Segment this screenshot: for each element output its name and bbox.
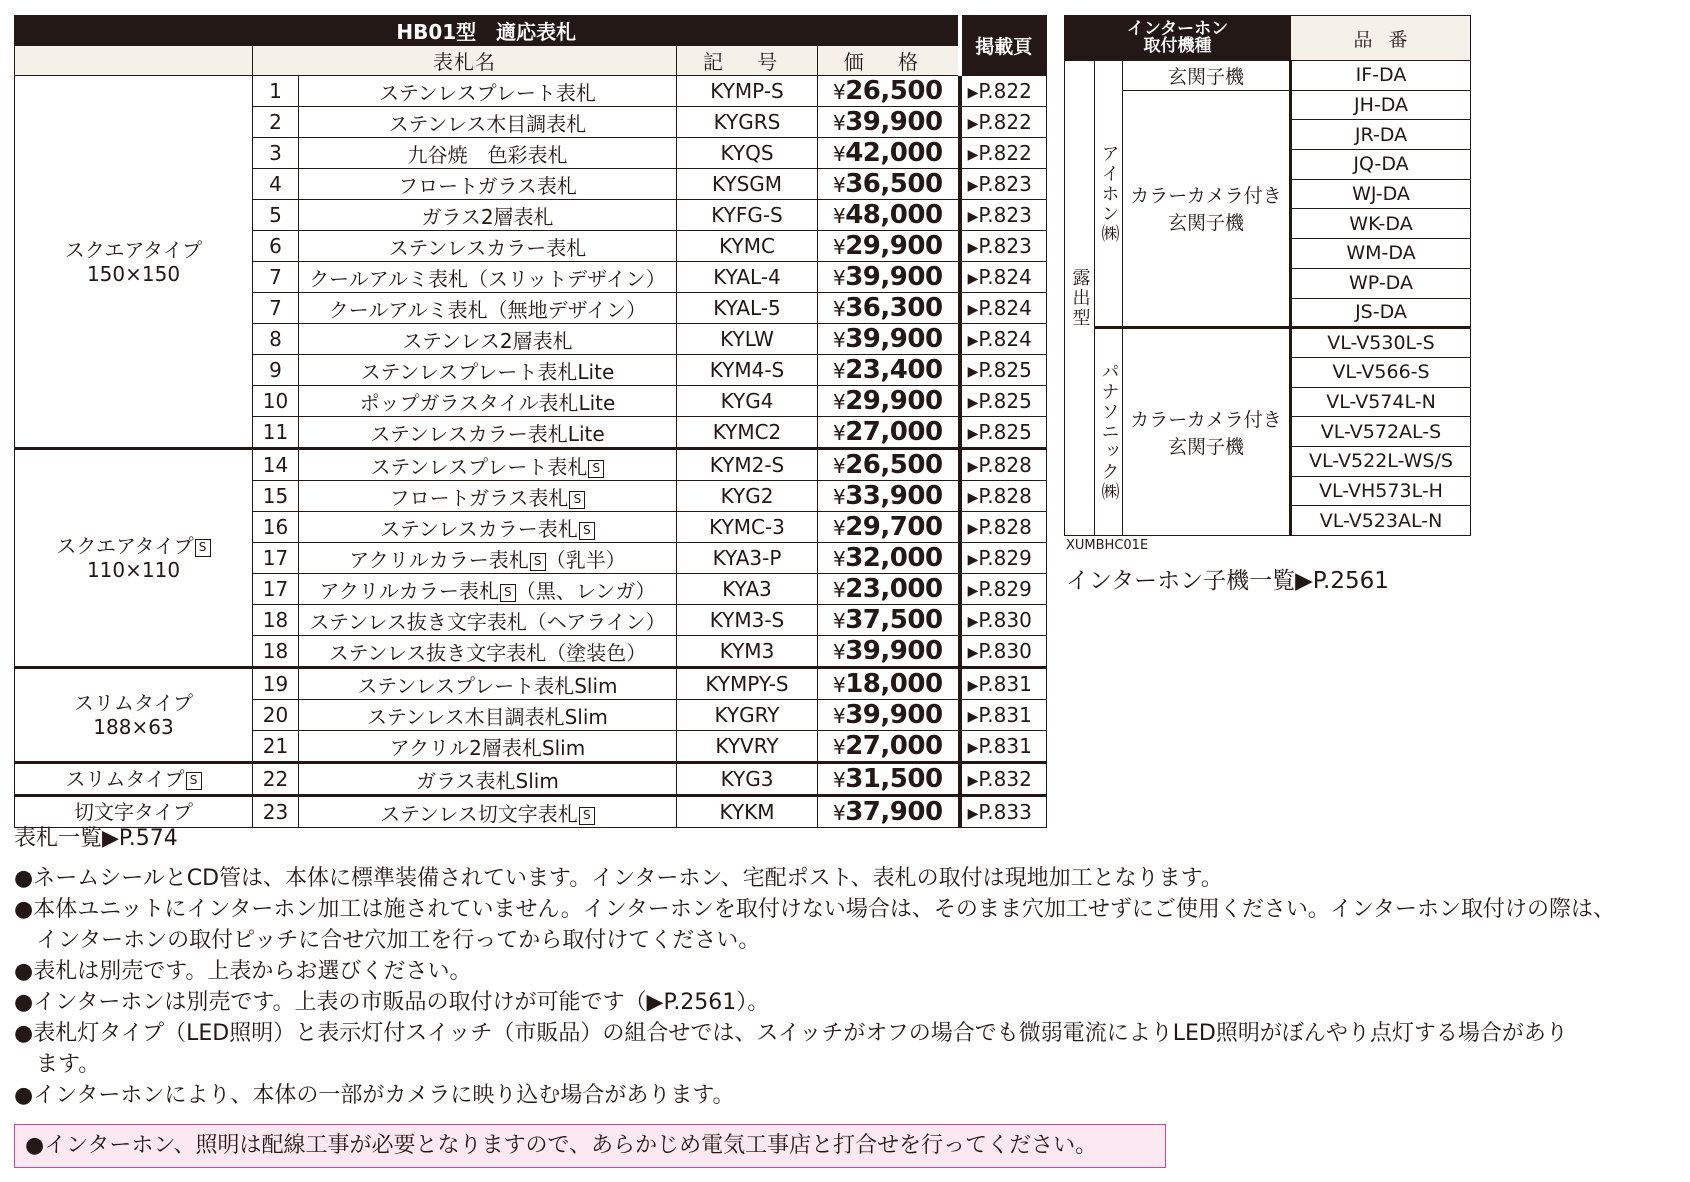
triangle-right-icon: ▶ bbox=[967, 364, 979, 380]
row-code: KYMP-S bbox=[677, 76, 818, 107]
row-name: ステンレスカラー表札 bbox=[299, 231, 677, 262]
row-no: 20 bbox=[253, 700, 299, 731]
row-page-link[interactable]: ▶P.831 bbox=[960, 700, 1047, 731]
col-header-blank bbox=[15, 46, 253, 76]
col-header-code: 記 号 bbox=[677, 46, 818, 76]
row-code: KYAL-5 bbox=[677, 293, 818, 324]
row-code: KYG4 bbox=[677, 386, 818, 417]
triangle-right-icon: ▶ bbox=[967, 116, 979, 132]
maker-aiphone: アイホン㈱ bbox=[1095, 61, 1123, 328]
row-no: 17 bbox=[253, 543, 299, 574]
note-line: ●インターホンは別売です。上表の市販品の取付けが可能です（▶P.2561）。 bbox=[14, 990, 770, 1015]
model-number: VL-VH573L-H bbox=[1291, 476, 1471, 506]
row-page-link[interactable]: ▶P.823 bbox=[960, 231, 1047, 262]
model-number: VL-V530L-S bbox=[1291, 328, 1471, 358]
row-name: ステンレス切文字表札 S bbox=[299, 796, 677, 828]
row-price: ¥37,500 bbox=[818, 605, 960, 636]
row-page-link[interactable]: ▶P.825 bbox=[960, 417, 1047, 449]
intercom-list-link[interactable]: インターホン子機一覧▶P.2561 bbox=[1066, 568, 1389, 594]
model-number: VL-V566-S bbox=[1291, 357, 1471, 387]
note-line: ●ネームシールとCD管は、本体に標準装備されています。インターホン、宅配ポスト、表札の取付は現地加工となります。 bbox=[14, 866, 1223, 891]
model-number: WM-DA bbox=[1291, 239, 1471, 269]
row-page-link[interactable]: ▶P.823 bbox=[960, 200, 1047, 231]
row-price: ¥36,500 bbox=[818, 169, 960, 200]
row-code: KYG2 bbox=[677, 481, 818, 512]
row-page-link[interactable]: ▶P.830 bbox=[960, 605, 1047, 636]
row-code: KYM3-S bbox=[677, 605, 818, 636]
row-code: KYFG-S bbox=[677, 200, 818, 231]
model-number: VL-V572AL-S bbox=[1291, 417, 1471, 447]
row-code: KYM4-S bbox=[677, 355, 818, 386]
row-price: ¥32,000 bbox=[818, 543, 960, 574]
row-name: ステンレス2層表札 bbox=[299, 324, 677, 355]
row-page-link[interactable]: ▶P.822 bbox=[960, 76, 1047, 107]
model-number: JQ-DA bbox=[1291, 150, 1471, 180]
row-name: ステンレス抜き文字表札（塗装色） bbox=[299, 636, 677, 668]
row-code: KYA3-P bbox=[677, 543, 818, 574]
triangle-right-icon: ▶ bbox=[967, 178, 979, 194]
row-price: ¥39,900 bbox=[818, 107, 960, 138]
row-name: ステンレスプレート表札Slim bbox=[299, 668, 677, 700]
row-code: KYM2-S bbox=[677, 449, 818, 481]
row-no: 21 bbox=[253, 731, 299, 763]
row-name: 九谷焼 色彩表札 bbox=[299, 138, 677, 169]
row-name: ステンレス抜き文字表札（ヘアライン） bbox=[299, 605, 677, 636]
row-name: ガラス2層表札 bbox=[299, 200, 677, 231]
row-price: ¥39,900 bbox=[818, 636, 960, 668]
row-name: ステンレス木目調表札Slim bbox=[299, 700, 677, 731]
row-name: ステンレス木目調表札 bbox=[299, 107, 677, 138]
group-slim: スリムタイプ 188×63 bbox=[15, 668, 253, 763]
row-no: 5 bbox=[253, 200, 299, 231]
row-price: ¥27,000 bbox=[818, 731, 960, 763]
row-no: 22 bbox=[253, 763, 299, 796]
row-name: ステンレスカラー表札Lite bbox=[299, 417, 677, 449]
s-mark-icon: S bbox=[530, 553, 546, 571]
model-number: JH-DA bbox=[1291, 90, 1471, 120]
group-slim-s: スリムタイプ S bbox=[15, 763, 253, 796]
triangle-right-icon: ▶ bbox=[967, 271, 979, 287]
row-page-link[interactable]: ▶P.824 bbox=[960, 293, 1047, 324]
group-cut-letter: 切文字タイプ bbox=[15, 796, 253, 828]
row-page-link[interactable]: ▶P.828 bbox=[960, 449, 1047, 481]
model-number: WJ-DA bbox=[1291, 179, 1471, 209]
row-price: ¥33,900 bbox=[818, 481, 960, 512]
row-no: 11 bbox=[253, 417, 299, 449]
row-name: クールアルミ表札（無地デザイン） bbox=[299, 293, 677, 324]
row-code: KYMC bbox=[677, 231, 818, 262]
signboard-list-link[interactable]: 表札一覧▶P.574 bbox=[14, 826, 178, 851]
signboard-table bbox=[14, 15, 1047, 828]
row-no: 9 bbox=[253, 355, 299, 386]
triangle-right-icon: ▶ bbox=[967, 395, 979, 411]
row-price: ¥29,900 bbox=[818, 386, 960, 417]
row-code: KYM3 bbox=[677, 636, 818, 668]
install-type: 露出型 bbox=[1065, 61, 1095, 536]
row-name: ポップガラスタイル表札Lite bbox=[299, 386, 677, 417]
table-title: HB01型 適応表札 bbox=[15, 16, 960, 46]
row-code: KYMPY-S bbox=[677, 668, 818, 700]
group-square-110: スクエアタイプ S 110×110 bbox=[15, 449, 253, 668]
model-number: JS-DA bbox=[1291, 298, 1471, 328]
row-no: 14 bbox=[253, 449, 299, 481]
triangle-right-icon: ▶ bbox=[967, 614, 979, 630]
row-no: 2 bbox=[253, 107, 299, 138]
col-header-price: 価 格 bbox=[818, 46, 960, 76]
row-code: KYLW bbox=[677, 324, 818, 355]
row-name: アクリルカラー表札 S （乳半） bbox=[299, 543, 677, 574]
row-price: ¥23,000 bbox=[818, 574, 960, 605]
row-page-link[interactable]: ▶P.828 bbox=[960, 481, 1047, 512]
row-no: 4 bbox=[253, 169, 299, 200]
col-header-model: 品番 bbox=[1291, 16, 1471, 61]
row-page-link[interactable]: ▶P.824 bbox=[960, 324, 1047, 355]
unit-type: カラーカメラ付き 玄関子機 bbox=[1123, 328, 1291, 536]
intercom-table-code: XUMBHC01E bbox=[1066, 538, 1149, 553]
intercom-table bbox=[1064, 15, 1471, 536]
row-no: 7 bbox=[253, 262, 299, 293]
row-page-link[interactable]: ▶P.822 bbox=[960, 138, 1047, 169]
row-no: 16 bbox=[253, 512, 299, 543]
row-page-link[interactable]: ▶P.824 bbox=[960, 262, 1047, 293]
row-price: ¥27,000 bbox=[818, 417, 960, 449]
row-name: フロートガラス表札 bbox=[299, 169, 677, 200]
row-page-link[interactable]: ▶P.825 bbox=[960, 355, 1047, 386]
row-code: KYSGM bbox=[677, 169, 818, 200]
row-no: 6 bbox=[253, 231, 299, 262]
row-no: 18 bbox=[253, 605, 299, 636]
maker-panasonic: パナソニック㈱ bbox=[1095, 328, 1123, 536]
row-code: KYKM bbox=[677, 796, 818, 828]
row-page-link[interactable]: ▶P.833 bbox=[960, 796, 1047, 828]
row-code: KYMC-3 bbox=[677, 512, 818, 543]
row-price: ¥39,900 bbox=[818, 324, 960, 355]
row-no: 8 bbox=[253, 324, 299, 355]
row-code: KYGRS bbox=[677, 107, 818, 138]
col-header-page: 掲載頁 bbox=[960, 16, 1047, 76]
triangle-right-icon: ▶ bbox=[967, 459, 979, 475]
s-mark-icon: S bbox=[588, 460, 604, 478]
row-page-link[interactable]: ▶P.829 bbox=[960, 543, 1047, 574]
row-page-link[interactable]: ▶P.823 bbox=[960, 169, 1047, 200]
triangle-right-icon: ▶ bbox=[967, 490, 979, 506]
model-number: JR-DA bbox=[1291, 120, 1471, 150]
row-price: ¥26,500 bbox=[818, 449, 960, 481]
s-mark-icon: S bbox=[569, 491, 585, 509]
row-no: 1 bbox=[253, 76, 299, 107]
note-line: ます。 bbox=[14, 1052, 101, 1077]
row-name: ステンレスカラー表札 S bbox=[299, 512, 677, 543]
triangle-right-icon: ▶ bbox=[967, 678, 979, 694]
note-line: ●表札は別売です。上表からお選びください。 bbox=[14, 959, 472, 984]
triangle-right-icon: ▶ bbox=[967, 302, 979, 318]
triangle-right-icon: ▶ bbox=[967, 85, 979, 101]
row-price: ¥18,000 bbox=[818, 668, 960, 700]
triangle-right-icon: ▶ bbox=[967, 209, 979, 225]
row-code: KYQS bbox=[677, 138, 818, 169]
model-number: VL-V574L-N bbox=[1291, 387, 1471, 417]
row-page-link[interactable]: ▶P.832 bbox=[960, 763, 1047, 796]
row-no: 17 bbox=[253, 574, 299, 605]
row-price: ¥31,500 bbox=[818, 763, 960, 796]
row-price: ¥37,900 bbox=[818, 796, 960, 828]
unit-type: 玄関子機 bbox=[1123, 61, 1291, 91]
row-name: アクリル2層表札Slim bbox=[299, 731, 677, 763]
model-number: WP-DA bbox=[1291, 268, 1471, 298]
row-price: ¥29,900 bbox=[818, 231, 960, 262]
group-square-150: スクエアタイプ 150×150 bbox=[15, 76, 253, 449]
s-mark-icon: S bbox=[500, 584, 516, 602]
row-name: クールアルミ表札（スリットデザイン） bbox=[299, 262, 677, 293]
s-mark-icon: S bbox=[579, 522, 595, 540]
row-price: ¥42,000 bbox=[818, 138, 960, 169]
model-number: IF-DA bbox=[1291, 61, 1471, 91]
row-name: アクリルカラー表札 S （黒、レンガ） bbox=[299, 574, 677, 605]
row-price: ¥26,500 bbox=[818, 76, 960, 107]
triangle-right-icon: ▶ bbox=[967, 583, 979, 599]
model-number: VL-V523AL-N bbox=[1291, 506, 1471, 536]
row-price: ¥39,900 bbox=[818, 262, 960, 293]
row-no: 18 bbox=[253, 636, 299, 668]
s-mark-icon: S bbox=[186, 772, 202, 790]
note-line: ●表札灯タイプ（LED照明）と表示灯付スイッチ（市販品）の組合せでは、スイッチがオフの場合でも微弱電流によりLED照明がぼんやり点灯する場合があり bbox=[14, 1021, 1568, 1046]
row-name: ステンレスプレート表札 bbox=[299, 76, 677, 107]
row-name: フロートガラス表札 S bbox=[299, 481, 677, 512]
row-page-link[interactable]: ▶P.822 bbox=[960, 107, 1047, 138]
triangle-right-icon: ▶ bbox=[967, 333, 979, 349]
note-line: ●インターホンにより、本体の一部がカメラに映り込む場合があります。 bbox=[14, 1083, 735, 1108]
row-price: ¥23,400 bbox=[818, 355, 960, 386]
triangle-right-icon: ▶ bbox=[967, 806, 979, 822]
triangle-right-icon: ▶ bbox=[967, 740, 979, 756]
triangle-right-icon: ▶ bbox=[967, 147, 979, 163]
row-no: 7 bbox=[253, 293, 299, 324]
row-page-link[interactable]: ▶P.825 bbox=[960, 386, 1047, 417]
triangle-right-icon: ▶ bbox=[967, 521, 979, 537]
s-mark-icon: S bbox=[195, 539, 211, 557]
row-no: 19 bbox=[253, 668, 299, 700]
row-no: 15 bbox=[253, 481, 299, 512]
row-page-link[interactable]: ▶P.828 bbox=[960, 512, 1047, 543]
row-name: ガラス表札Slim bbox=[299, 763, 677, 796]
row-page-link[interactable]: ▶P.831 bbox=[960, 668, 1047, 700]
triangle-right-icon: ▶ bbox=[967, 552, 979, 568]
row-price: ¥39,900 bbox=[818, 700, 960, 731]
row-no: 10 bbox=[253, 386, 299, 417]
row-code: KYG3 bbox=[677, 763, 818, 796]
intercom-header: インターホン 取付機種 bbox=[1065, 16, 1291, 61]
s-mark-icon: S bbox=[579, 807, 595, 825]
row-price: ¥29,700 bbox=[818, 512, 960, 543]
col-header-name: 表札名 bbox=[253, 46, 677, 76]
triangle-right-icon: ▶ bbox=[967, 426, 979, 442]
unit-type: カラーカメラ付き 玄関子機 bbox=[1123, 90, 1291, 328]
row-code: KYAL-4 bbox=[677, 262, 818, 293]
row-code: KYA3 bbox=[677, 574, 818, 605]
row-no: 23 bbox=[253, 796, 299, 828]
triangle-right-icon: ▶ bbox=[967, 773, 979, 789]
model-number: VL-V522L-WS/S bbox=[1291, 446, 1471, 476]
row-page-link[interactable]: ▶P.830 bbox=[960, 636, 1047, 668]
row-page-link[interactable]: ▶P.831 bbox=[960, 731, 1047, 763]
row-code: KYVRY bbox=[677, 731, 818, 763]
triangle-right-icon: ▶ bbox=[967, 709, 979, 725]
row-name: ステンレスプレート表札 S bbox=[299, 449, 677, 481]
model-number: WK-DA bbox=[1291, 209, 1471, 239]
row-code: KYMC2 bbox=[677, 417, 818, 449]
triangle-right-icon: ▶ bbox=[967, 645, 979, 661]
note-line: インターホンの取付ピッチに合せ穴加工を行ってから取付けてください。 bbox=[14, 928, 761, 953]
row-no: 3 bbox=[253, 138, 299, 169]
wiring-warning-box: ●インターホン、照明は配線工事が必要となりますので、あらかじめ電気工事店と打合せを行ってください。 bbox=[14, 1124, 1166, 1168]
row-price: ¥36,300 bbox=[818, 293, 960, 324]
row-code: KYGRY bbox=[677, 700, 818, 731]
row-page-link[interactable]: ▶P.829 bbox=[960, 574, 1047, 605]
row-name: ステンレスプレート表札Lite bbox=[299, 355, 677, 386]
note-line: ●本体ユニットにインターホン加工は施されていません。インターホンを取付けない場合は、そのまま穴加工せずにご使用ください。インターホン取付けの際は、 bbox=[14, 897, 1616, 922]
triangle-right-icon: ▶ bbox=[967, 240, 979, 256]
row-price: ¥48,000 bbox=[818, 200, 960, 231]
